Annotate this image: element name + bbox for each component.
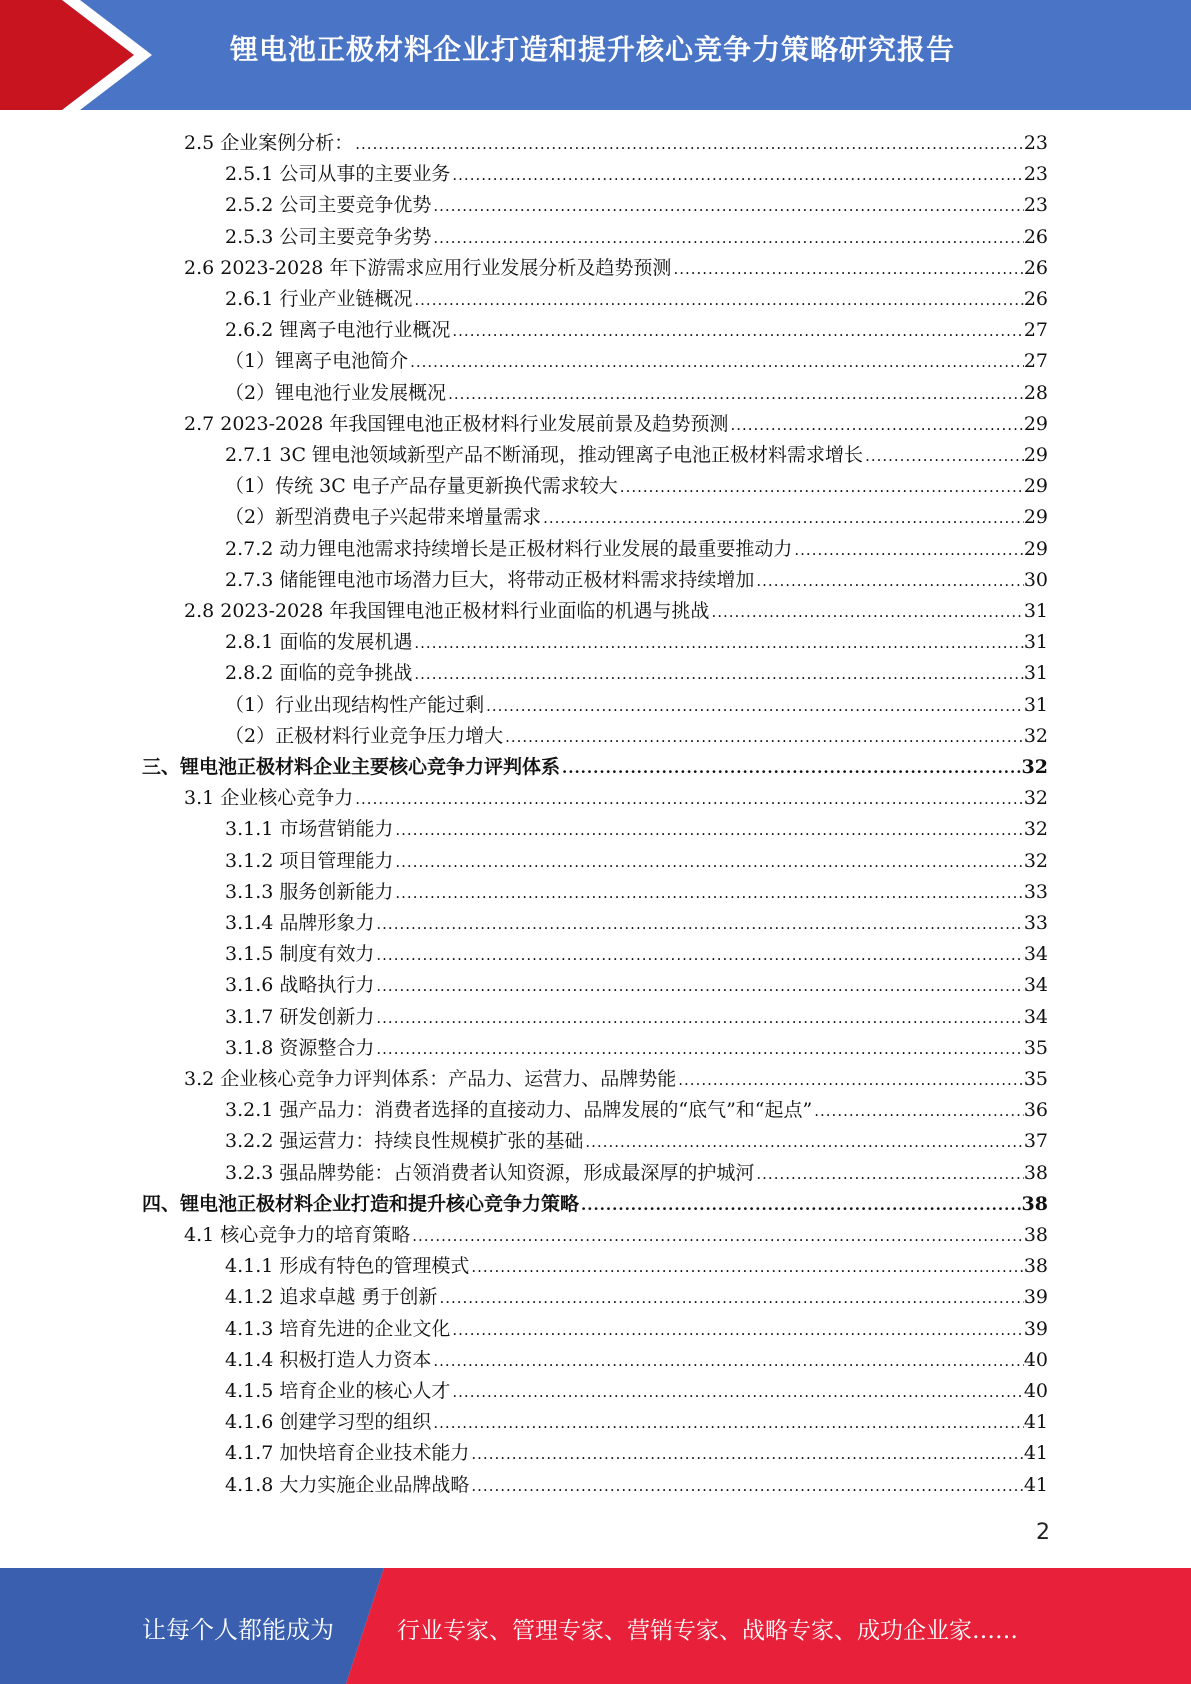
toc-entry-label: 4.1.6 创建学习型的组织 — [225, 1411, 432, 1433]
toc-entry-label: 2.5.1 公司从事的主要业务 — [225, 163, 451, 185]
toc-entry-page: 31 — [1023, 631, 1048, 653]
toc-dot-leader — [620, 472, 1024, 503]
toc-dot-leader — [581, 1190, 1022, 1221]
toc-entry[interactable] — [225, 1251, 1048, 1282]
toc-entry-page: 31 — [1023, 662, 1048, 684]
toc-entry-label: 3.1 企业核心竞争力 — [184, 787, 354, 809]
toc-entry[interactable] — [225, 1407, 1048, 1438]
toc-entry-label: 3.1.6 战略执行力 — [225, 974, 375, 996]
toc-entry[interactable] — [225, 1033, 1048, 1064]
toc-entry-label: 2.8.2 面临的竞争挑战 — [225, 662, 413, 684]
toc-entry-page: 32 — [1023, 850, 1048, 872]
toc-dot-leader — [448, 379, 1024, 410]
toc-entry-page: 29 — [1023, 413, 1048, 435]
toc-entry[interactable] — [184, 253, 1048, 284]
toc-entry-label: 2.6.2 锂离子电池行业概况 — [225, 319, 451, 341]
toc-entry[interactable] — [225, 502, 1048, 533]
toc-dot-leader — [471, 1471, 1023, 1502]
toc-entry-page: 35 — [1023, 1037, 1048, 1059]
toc-entry-page: 32 — [1023, 787, 1048, 809]
toc-entry-page: 29 — [1023, 475, 1048, 497]
toc-entry-page: 29 — [1023, 444, 1048, 466]
toc-entry-label: 3.1.3 服务创新能力 — [225, 881, 394, 903]
toc-entry[interactable] — [184, 409, 1048, 440]
toc-entry[interactable] — [225, 1126, 1048, 1157]
toc-entry-page: 32 — [1023, 818, 1048, 840]
toc-dot-leader — [585, 1127, 1023, 1158]
toc-entry[interactable] — [225, 565, 1048, 596]
toc-entry-label: （2）正极材料行业竞争压力增大 — [225, 725, 504, 747]
toc-entry[interactable] — [225, 939, 1048, 970]
toc-entry[interactable] — [225, 1470, 1048, 1501]
toc-entry-label: 3.2.1 强产品力：消费者选择的直接动力、品牌发展的“底气”和“起点” — [225, 1099, 813, 1121]
toc-entry[interactable] — [225, 440, 1048, 471]
toc-entry[interactable] — [225, 908, 1048, 939]
toc-dot-leader — [433, 1408, 1023, 1439]
toc-dot-leader — [562, 753, 1022, 784]
toc-entry[interactable] — [225, 1314, 1048, 1345]
toc-entry[interactable] — [225, 846, 1048, 877]
toc-entry[interactable] — [225, 690, 1048, 721]
toc-dot-leader — [471, 1252, 1023, 1283]
toc-entry-label: 3.1.4 品牌形象力 — [225, 912, 375, 934]
toc-entry[interactable] — [225, 378, 1048, 409]
toc-entry[interactable] — [225, 159, 1048, 190]
toc-entry-page: 31 — [1023, 694, 1048, 716]
toc-entry-label: 4.1.3 培育先进的企业文化 — [225, 1318, 451, 1340]
toc-entry[interactable] — [225, 1282, 1048, 1313]
toc-entry[interactable] — [225, 1438, 1048, 1469]
toc-entry[interactable] — [225, 534, 1048, 565]
toc-entry[interactable] — [225, 346, 1048, 377]
toc-entry[interactable] — [225, 877, 1048, 908]
toc-entry-page: 34 — [1023, 974, 1048, 996]
toc-dot-leader — [452, 160, 1023, 191]
toc-entry-label: 4.1.5 培育企业的核心人才 — [225, 1380, 451, 1402]
header-chevron-decoration — [0, 0, 160, 110]
toc-entry-page: 38 — [1021, 1193, 1048, 1215]
toc-entry[interactable] — [225, 1376, 1048, 1407]
toc-entry[interactable] — [142, 752, 1048, 783]
toc-entry[interactable] — [225, 1095, 1048, 1126]
toc-dot-leader — [376, 940, 1023, 971]
toc-dot-leader — [376, 1003, 1023, 1034]
toc-dot-leader — [395, 847, 1023, 878]
toc-entry-page: 27 — [1023, 350, 1048, 372]
toc-entry-label: 四、锂电池正极材料企业打造和提升核心竞争力策略 — [142, 1193, 580, 1215]
toc-dot-leader — [395, 878, 1023, 909]
toc-entry-label: 3.1.8 资源整合力 — [225, 1037, 375, 1059]
toc-dot-leader — [414, 659, 1023, 690]
toc-entry-page: 33 — [1023, 881, 1048, 903]
toc-entry-label: 2.5.2 公司主要竞争优势 — [225, 194, 432, 216]
toc-dot-leader — [355, 784, 1024, 815]
toc-dot-leader — [814, 1096, 1024, 1127]
toc-entry[interactable] — [225, 658, 1048, 689]
toc-entry-label: 2.7.1 3C 锂电池领域新型产品不断涌现，推动锂离子电池正极材料需求增长 — [225, 444, 864, 466]
toc-entry[interactable] — [225, 284, 1048, 315]
toc-entry[interactable] — [184, 1064, 1048, 1095]
toc-entry-page: 26 — [1023, 226, 1048, 248]
toc-dot-leader — [410, 347, 1024, 378]
toc-entry-page: 38 — [1023, 1255, 1048, 1277]
toc-entry-page: 39 — [1023, 1318, 1048, 1340]
toc-entry-label: 三、锂电池正极材料企业主要核心竞争力评判体系 — [142, 756, 561, 778]
toc-dot-leader — [711, 597, 1023, 628]
toc-entry-page: 33 — [1023, 912, 1048, 934]
toc-entry-label: 2.8.1 面临的发展机遇 — [225, 631, 413, 653]
toc-entry-label: 3.1.1 市场营销能力 — [225, 818, 394, 840]
toc-dot-leader — [756, 566, 1023, 597]
toc-dot-leader — [452, 1377, 1023, 1408]
toc-dot-leader — [730, 410, 1023, 441]
toc-entry-label: 3.2 企业核心竞争力评判体系：产品力、运营力、品牌势能 — [184, 1068, 677, 1090]
footer-slogan: 让每个人都能成为 — [142, 1616, 334, 1644]
toc-entry-label: 2.5.3 公司主要竞争劣势 — [225, 226, 432, 248]
toc-dot-leader — [505, 722, 1024, 753]
toc-entry[interactable] — [225, 471, 1048, 502]
toc-entry-label: 4.1.4 积极打造人力资本 — [225, 1349, 432, 1371]
toc-entry-label: （1）行业出现结构性产能过剩 — [225, 694, 485, 716]
toc-dot-leader — [412, 1221, 1024, 1252]
toc-dot-leader — [673, 254, 1023, 285]
toc-entry-page: 41 — [1023, 1474, 1048, 1496]
toc-entry-label: 4.1.2 追求卓越 勇于创新 — [225, 1286, 438, 1308]
toc-entry-page: 28 — [1023, 382, 1048, 404]
toc-entry-page: 26 — [1023, 257, 1048, 279]
toc-entry-page: 23 — [1023, 163, 1048, 185]
toc-entry-label: （2）新型消费电子兴起带来增量需求 — [225, 506, 542, 528]
toc-dot-leader — [376, 971, 1023, 1002]
toc-dot-leader — [794, 535, 1023, 566]
toc-entry-label: 2.6.1 行业产业链概况 — [225, 288, 413, 310]
toc-entry-page: 38 — [1023, 1224, 1048, 1246]
toc-entry-label: 2.7.3 储能锂电池市场潜力巨大，将带动正极材料需求持续增加 — [225, 569, 755, 591]
toc-dot-leader — [756, 1159, 1023, 1190]
toc-entry-label: 3.1.2 项目管理能力 — [225, 850, 394, 872]
toc-entry-label: 2.5 企业案例分析： — [184, 132, 354, 154]
toc-dot-leader — [439, 1283, 1023, 1314]
toc-dot-leader — [376, 909, 1023, 940]
toc-dot-leader — [355, 129, 1024, 160]
toc-dot-leader — [486, 691, 1024, 722]
report-title: 锂电池正极材料企业打造和提升核心竞争力策略研究报告 — [230, 33, 956, 66]
toc-dot-leader — [414, 285, 1023, 316]
toc-dot-leader — [452, 1315, 1023, 1346]
toc-entry-label: （2）锂电池行业发展概况 — [225, 382, 447, 404]
page-footer — [0, 1568, 1191, 1684]
toc-dot-leader — [543, 503, 1024, 534]
toc-entry-page: 34 — [1023, 943, 1048, 965]
toc-entry-label: 2.7 2023-2028 年我国锂电池正极材料行业发展前景及趋势预测 — [184, 413, 729, 435]
toc-entry[interactable] — [225, 190, 1048, 221]
toc-dot-leader — [433, 1346, 1023, 1377]
toc-entry-page: 36 — [1023, 1099, 1048, 1121]
toc-entry[interactable] — [225, 814, 1048, 845]
toc-entry[interactable] — [225, 1345, 1048, 1376]
toc-entry-page: 34 — [1023, 1006, 1048, 1028]
toc-entry-page: 30 — [1023, 569, 1048, 591]
toc-dot-leader — [471, 1439, 1023, 1470]
toc-dot-leader — [395, 815, 1023, 846]
toc-entry-page: 27 — [1023, 319, 1048, 341]
toc-entry-page: 40 — [1023, 1349, 1048, 1371]
toc-dot-leader — [865, 441, 1024, 472]
toc-entry-page: 31 — [1023, 600, 1048, 622]
toc-entry[interactable] — [184, 783, 1048, 814]
toc-entry-page: 23 — [1023, 194, 1048, 216]
toc-entry[interactable] — [184, 1220, 1048, 1251]
toc-entry-page: 32 — [1023, 725, 1048, 747]
toc-entry-label: 3.2.3 强品牌势能：占领消费者认知资源，形成最深厚的护城河 — [225, 1162, 755, 1184]
toc-entry-page: 29 — [1023, 506, 1048, 528]
toc-entry-label: 4.1.7 加快培育企业技术能力 — [225, 1442, 470, 1464]
toc-entry-page: 26 — [1023, 288, 1048, 310]
toc-entry-label: 3.2.2 强运营力：持续良性规模扩张的基础 — [225, 1130, 584, 1152]
toc-entry-label: 4.1 核心竞争力的培育策略 — [184, 1224, 411, 1246]
toc-entry-page: 32 — [1021, 756, 1048, 778]
toc-entry-page: 35 — [1023, 1068, 1048, 1090]
footer-roles: 行业专家、管理专家、营销专家、战略专家、成功企业家…… — [397, 1618, 1018, 1644]
toc-entry[interactable] — [225, 1158, 1048, 1189]
toc-entry-label: （1）锂离子电池简介 — [225, 350, 409, 372]
toc-dot-leader — [433, 191, 1023, 222]
toc-entry-page: 38 — [1023, 1162, 1048, 1184]
toc-entry[interactable] — [225, 627, 1048, 658]
toc-entry-label: 4.1.1 形成有特色的管理模式 — [225, 1255, 470, 1277]
toc-entry-page: 39 — [1023, 1286, 1048, 1308]
toc-entry-label: 2.7.2 动力锂电池需求持续增长是正极材料行业发展的最重要推动力 — [225, 538, 793, 560]
toc-dot-leader — [376, 1034, 1023, 1065]
toc-dot-leader — [452, 316, 1023, 347]
toc-dot-leader — [414, 628, 1023, 659]
toc-entry-page: 29 — [1023, 538, 1048, 560]
toc-entry-page: 40 — [1023, 1380, 1048, 1402]
toc-entry[interactable] — [225, 1002, 1048, 1033]
toc-entry-page: 41 — [1023, 1442, 1048, 1464]
page-number: 2 — [1036, 1520, 1050, 1545]
toc-entry[interactable] — [225, 721, 1048, 752]
toc-entry-label: 3.1.7 研发创新力 — [225, 1006, 375, 1028]
toc-entry[interactable] — [225, 315, 1048, 346]
toc-entry[interactable] — [225, 970, 1048, 1001]
toc-entry[interactable] — [142, 1189, 1048, 1220]
toc-entry-label: 2.6 2023-2028 年下游需求应用行业发展分析及趋势预测 — [184, 257, 672, 279]
page-header — [0, 0, 1191, 110]
toc-entry-page: 23 — [1023, 132, 1048, 154]
toc-entry-label: 3.1.5 制度有效力 — [225, 943, 375, 965]
toc-dot-leader — [433, 223, 1023, 254]
toc-entry[interactable] — [184, 128, 1048, 159]
toc-entry-label: （1）传统 3C 电子产品存量更新换代需求较大 — [225, 475, 618, 497]
toc-entry-label: 2.8 2023-2028 年我国锂电池正极材料行业面临的机遇与挑战 — [184, 600, 710, 622]
toc-dot-leader — [678, 1065, 1024, 1096]
toc-entry[interactable] — [184, 596, 1048, 627]
toc-entry-page: 37 — [1023, 1130, 1048, 1152]
toc-entry[interactable] — [225, 222, 1048, 253]
toc-entry-label: 4.1.8 大力实施企业品牌战略 — [225, 1474, 470, 1496]
toc-entry-page: 41 — [1023, 1411, 1048, 1433]
